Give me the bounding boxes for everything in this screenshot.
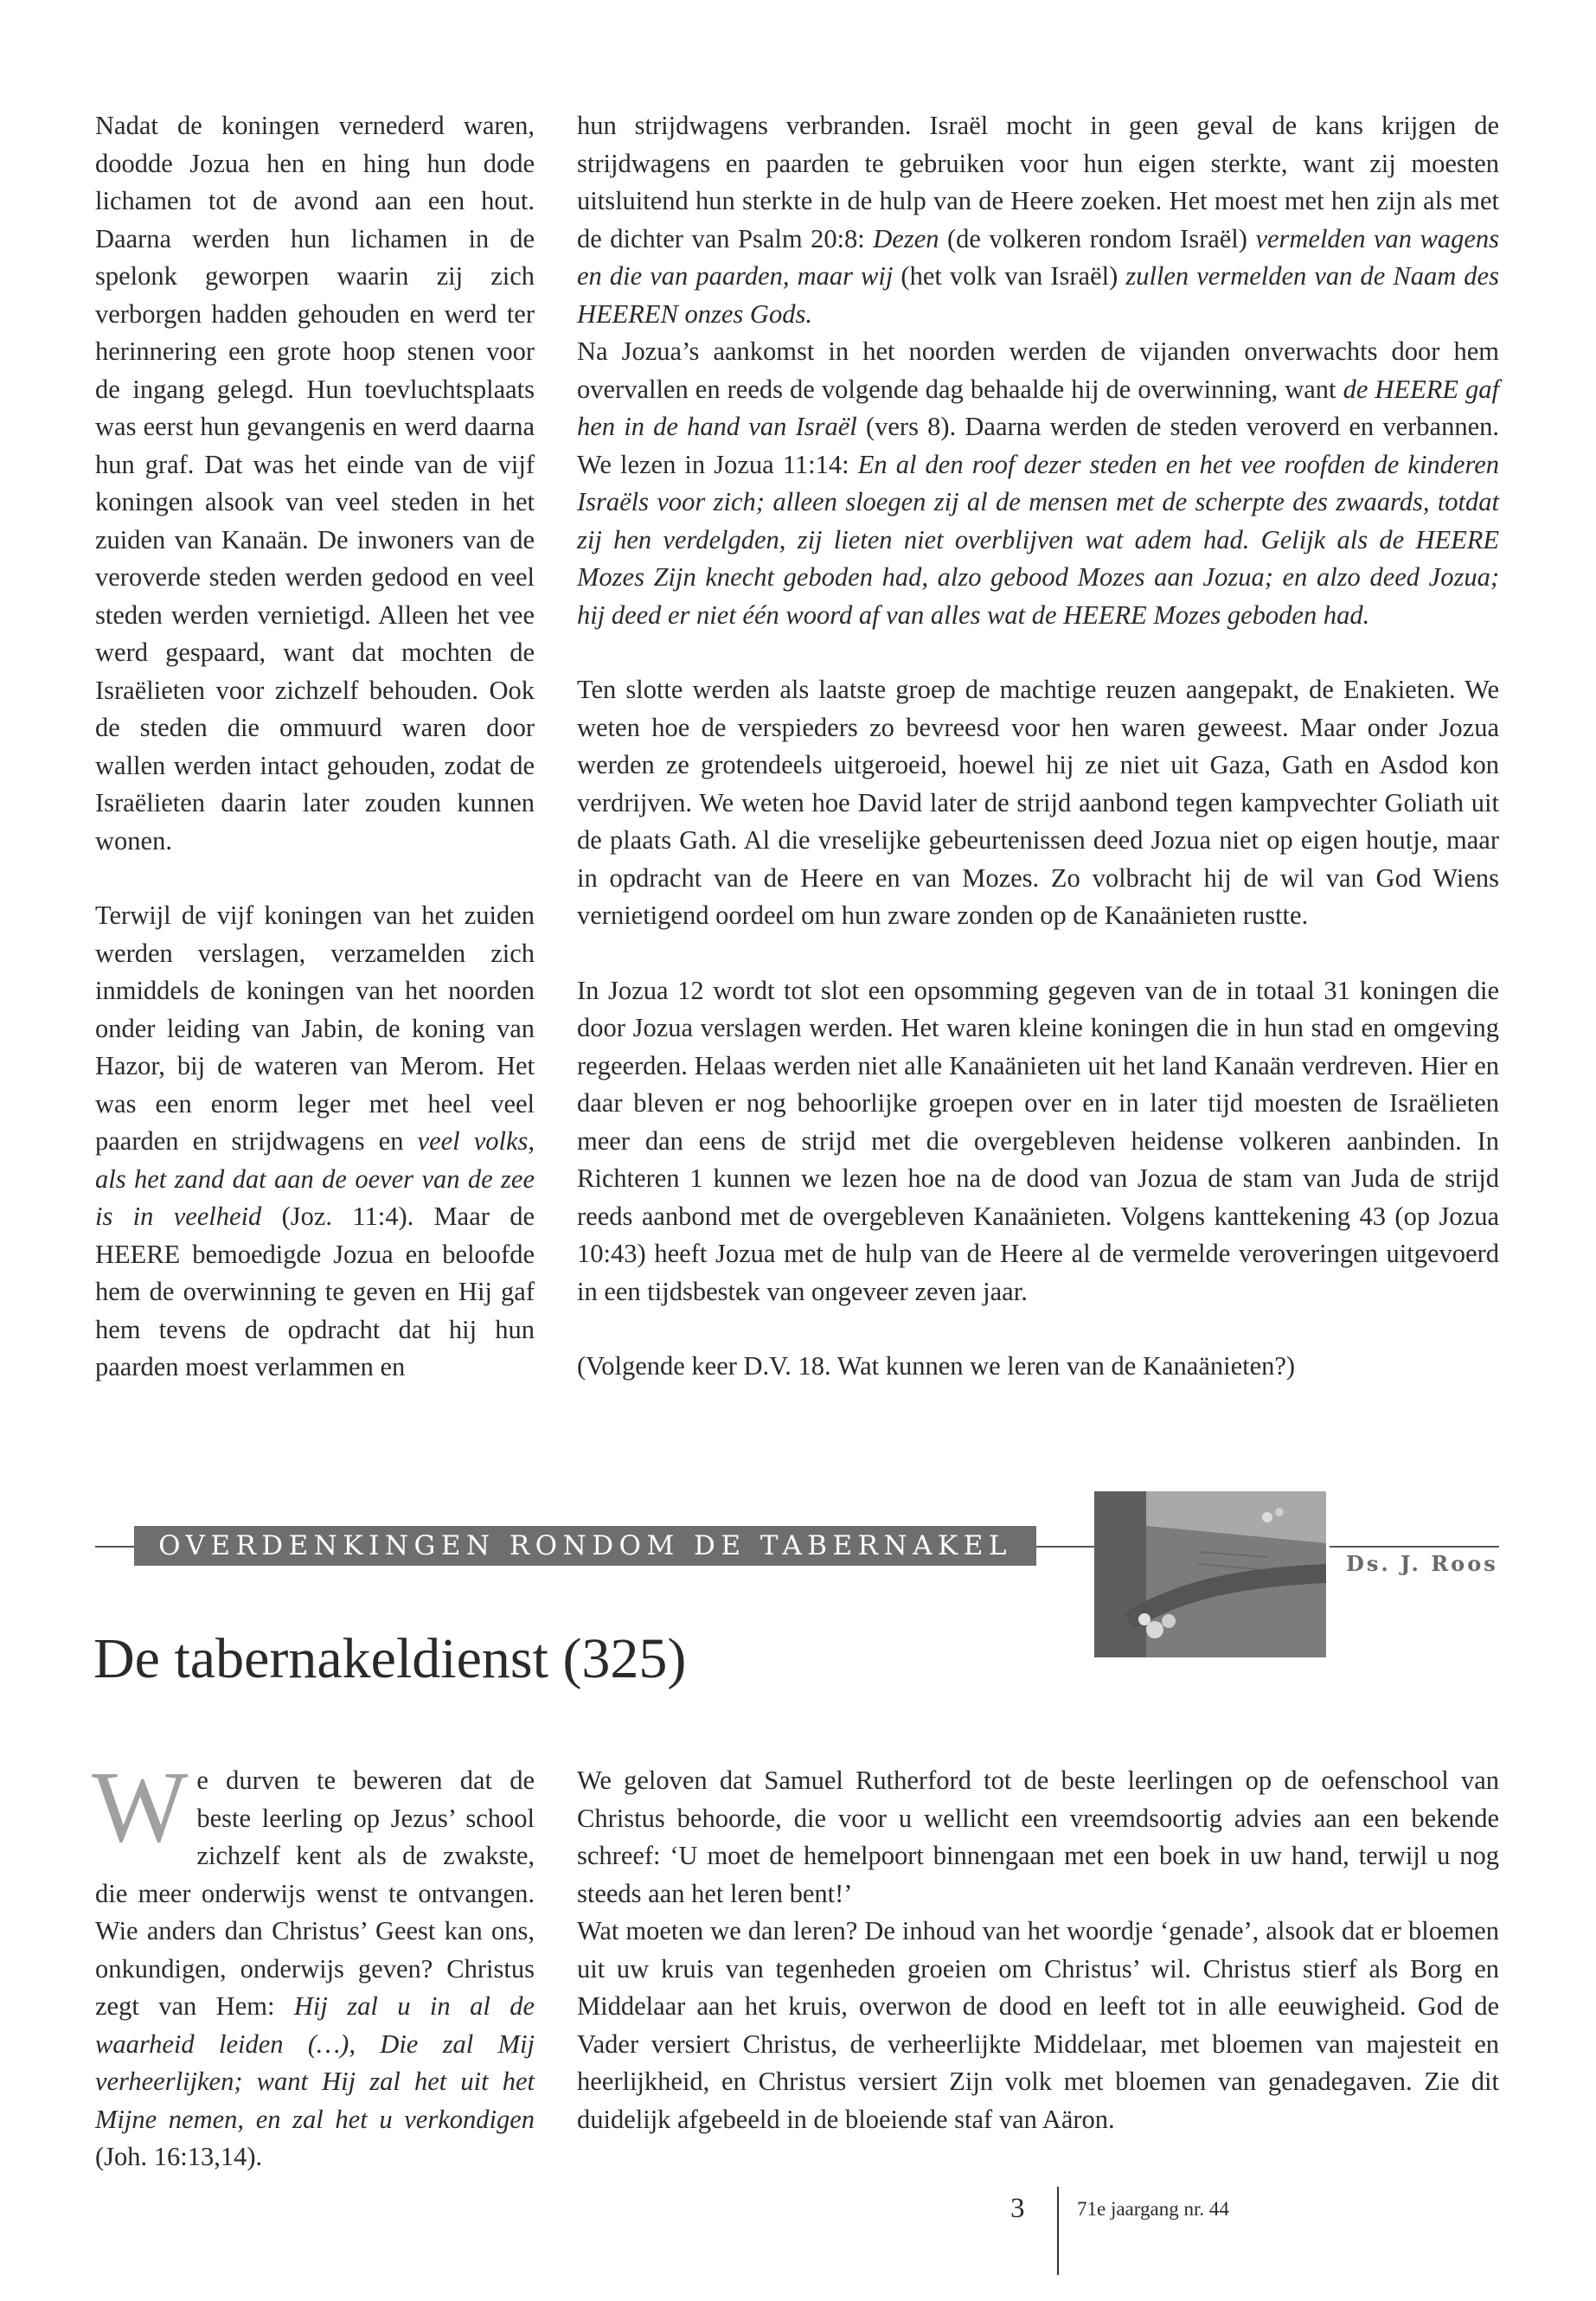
paragraph: Ten slotte werden als laatste groep de machtige reuzen aangepakt, de Enakieten. We weten hoe de verspieders zo bevreesd voor hen waren geweest. Maar onder Jozua werden ze grotendeels uitgeroeid, hoewel hij ze niet uit Gaza, Gath en Asdod kon verdrijven. We weten hoe David later de strijd aanbond tegen kampvechter Goliath uit de plaats Gath. Al die vreselijke gebeurtenissen deed Jozua niet op eigen houtje, maar in opdracht van de Heere en van Mozes. Zo volbracht hij de wil van God Wiens vernietigend oordeel om hun zware zonden op de Kanaänieten rustte. xyxy=(577,675,1499,930)
paragraph: In Jozua 12 wordt tot slot een opsomming gegeven van de in totaal 31 koningen die door Jozua verslagen werden. Het waren kleine koningen die in hun stad en omgeving regeerden. Helaas werden niet alle Kanaänieten uit het land Kanaän verdreven. Hier en daar bleven er nog behoorlijke groepen over en in later tijd moesten de Israëlieten meer dan eens de strijd met die overgebleven heidense volkeren aanbinden. In Richteren 1 kunnen we lezen hoe na de dood van Jozua de stam van Juda de strijd reeds aanbond met de overgebleven Kanaänieten. Volgens kanttekening 43 (op Jozua 10:43) heeft Jozua met de hulp van de Heere al de vermelde veroveringen uitgevoerd in een tijdsbestek van ongeveer zeven jaar. xyxy=(577,975,1499,1306)
header-photo xyxy=(1094,1491,1326,1657)
drop-cap: W xyxy=(92,1750,189,1863)
paragraph: Na Jozua’s aankomst in het noorden werden de vijanden onverwachts door hem overvallen en reeds de volgende dag behaalde hij de overwinning, want de HEERE gaf hen in de hand van Israël (vers 8). Daarna werden de steden veroverd en verbannen. We lezen in Jozua 11:14: En al den roof dezer steden en het vee roofden de kinderen Israëls voor zich; alleen sloegen zij al de mensen met de scherpte des zwaards, totdat zij hen verdelgden, zij lieten niet overblijven wat adem had. Gelijk als de HEERE Mozes Zijn knecht geboden had, alzo gebood Mozes aan Jozua; en alzo deed Jozua; hij deed er niet één woord af van alles wat de HEERE Mozes geboden had. xyxy=(577,336,1500,630)
page-number: 3 xyxy=(1010,2193,1025,2224)
footer-divider xyxy=(1057,2187,1059,2275)
paragraph: Wat moeten we dan leren? De inhoud van het woordje ‘genade’, alsook dat er bloemen uit uw kruis van tegenheden groeien om Christus’ wil. Christus stierf als Borg en Middelaar aan het kruis, overwon de dood en leeft tot in alle eeuwigheid. God de Vader versiert Christus, de verheerlijkte Middelaar, met bloemen van majesteit en heerlijkheid, en Christus versiert Zijn volk met bloemen van genadegaven. Zie dit duidelijk afgebeeld in de bloeiende staf van Aäron. xyxy=(577,1916,1499,2134)
paragraph: Terwijl de vijf koningen van het zuiden werden verslagen, verzamelden zich inmiddels de koningen van het noorden onder leiding van Jabin, de koning van Hazor, bij de wateren van Merom. Het was een enorm leger met heel veel paarden en strijdwagens en veel volks, als het zand dat aan de oever van de zee is in veelheid (Joz. 11:4). Maar de HEERE bemoedigde Jozua en beloofde hem de overwinning te geven en Hij gaf hem tevens de opdracht dat hij hun paarden moest verlammen en xyxy=(95,901,535,1381)
article-title: De tabernakeldienst (325) xyxy=(93,1627,687,1690)
article2-column-left xyxy=(92,1750,535,2176)
article2-column-right xyxy=(577,1762,1499,2138)
article-column-right xyxy=(577,107,1499,1386)
paragraph: Nadat de koningen vernederd waren, doodde Jozua hen en hing hun dode lichamen tot de avond aan een hout. Daarna werden hun lichamen in de spelonk geworpen waarin zij zich verborgen hadden gehouden en werd ter herinnering een grote hoop stenen voor de ingang gelegd. Hun toevluchtsplaats was eerst hun gevangenis en werd daarna hun graf. Dat was het einde van de vijf koningen alsook van veel steden in het zuiden van Kanaän. De inwoners van de veroverde steden werden gedood en veel steden werden vernietigd. Alleen het vee werd gespaard, want dat mochten de Israëlieten voor zichzelf behouden. Ook de steden die ommuurd waren door wallen werden intact gehouden, zodat de Israëlieten daarin later zouden kunnen wonen. xyxy=(95,111,535,856)
article-column-left xyxy=(95,107,535,1387)
paragraph: hun strijdwagens verbranden. Israël mocht in geen geval de kans krijgen de strijdwagens en paarden te gebruiken voor hun eigen sterkte, want zij moesten uitsluitend hun sterkte in de hulp van de Heere zoeken. Het moest met hen zijn als met de dichter van Psalm 20:8: Dezen (de volkeren rondom Israël) vermelden van wagens en die van paarden, maar wij (het volk van Israël) zullen vermelden van de Naam des HEEREN onzes Gods. xyxy=(577,111,1499,329)
paragraph: We durven te beweren dat de beste leerling op Jezus’ school zichzelf kent als de zwakste, die meer onderwijs wenst te ontvangen. Wie anders dan Christus’ Geest kan ons, onkundigen, onderwijs geven? Christus zegt van Hem: Hij zal u in al de waarheid leiden (…), Die zal Mij verheerlijken; want Hij zal het uit het Mijne nemen, en zal het u verkondigen (Joh. 16:13,14). xyxy=(92,1750,535,2171)
issue-info: 71e jaargang nr. 44 xyxy=(1077,2198,1229,2220)
stone-flowers-image xyxy=(1094,1491,1326,1657)
author-rule xyxy=(1330,1546,1499,1548)
author-name: Ds. J. Roos xyxy=(1346,1551,1498,1576)
next-issue-note: (Volgende keer D.V. 18. Wat kunnen we leren van de Kanaänieten?) xyxy=(577,1351,1296,1381)
series-banner: OVERDENKINGEN RONDOM DE TABERNAKEL xyxy=(134,1526,1036,1566)
paragraph: We geloven dat Samuel Rutherford tot de beste leerlingen op de oefenschool van Christus behoorde, die voor u wellicht een vreemdsoortig advies aan een bekende schreef: ‘U moet de hemelpoort binnengaan met een boek in uw hand, terwijl u nog steeds aan het leren bent!’ xyxy=(577,1766,1499,1908)
